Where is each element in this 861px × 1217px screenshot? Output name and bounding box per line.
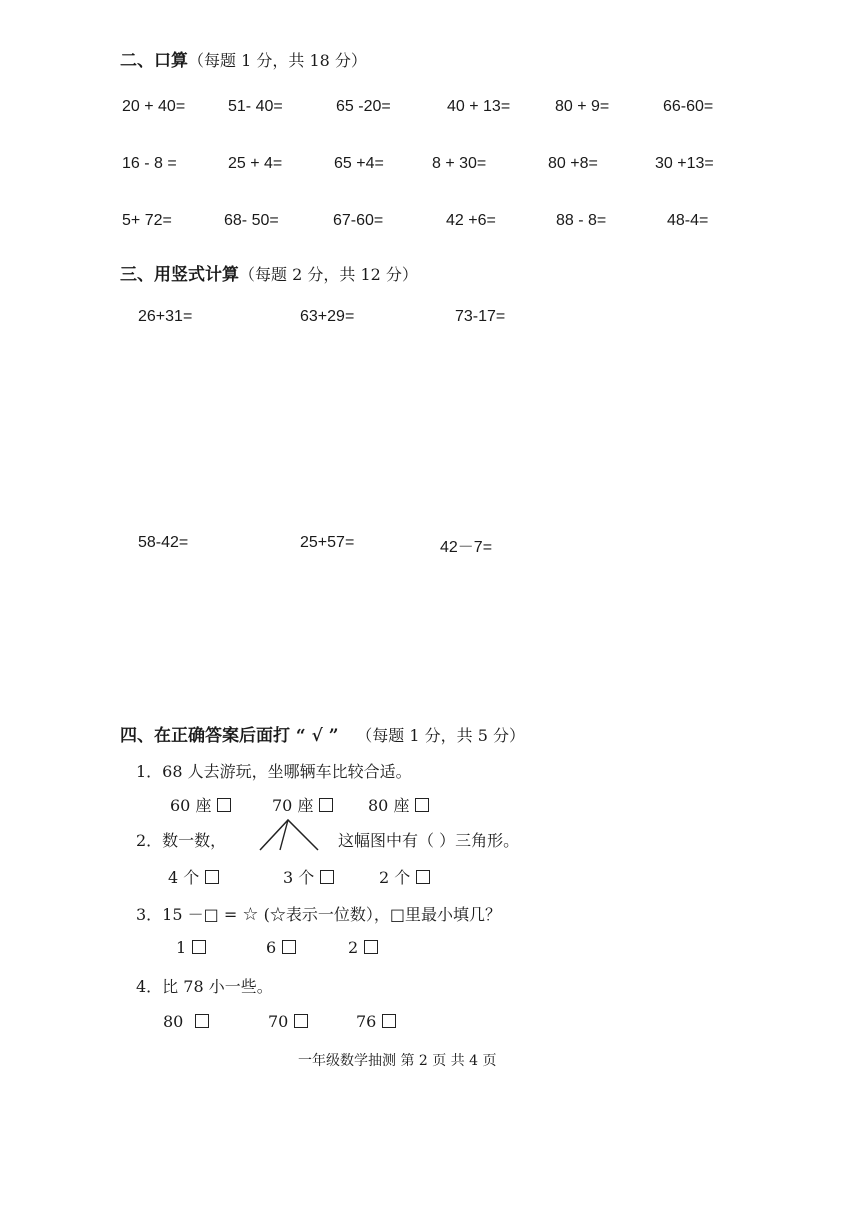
checkbox-square[interactable] [217, 798, 231, 812]
vertical-calc-item: 63+29= [300, 308, 355, 325]
q1-option[interactable] [272, 793, 333, 816]
q4-option[interactable] [163, 1012, 209, 1031]
vertical-calc-item: 25+57= [300, 534, 355, 551]
question-1: 1．68 人去游玩，坐哪辆车比较合适。 [136, 762, 412, 781]
option-label: 70 座 [272, 796, 314, 815]
arith-item: 48-4= [667, 212, 709, 229]
checkbox-square[interactable] [382, 1014, 396, 1028]
section4-title: 四、在正确答案后面打 “ √ ” [120, 726, 339, 746]
checkbox-square[interactable] [364, 940, 378, 954]
q3-option[interactable] [266, 938, 296, 957]
question-3-prefix: 3．15 －□ = [136, 905, 238, 924]
q4-option[interactable] [356, 1012, 396, 1031]
section3-heading [120, 260, 418, 285]
option-label: 76 [356, 1012, 377, 1031]
arith-item: 30 +13= [655, 155, 714, 172]
arith-item: 16 - 8 = [122, 155, 177, 172]
section3-title: 三、用竖式计算 [120, 265, 239, 285]
section2-title: 二、口算 [120, 51, 188, 71]
arith-item: 80 + 9= [555, 98, 610, 115]
checkbox-square[interactable] [319, 798, 333, 812]
arith-item: 20 + 40= [122, 98, 186, 115]
q3-option[interactable] [176, 938, 206, 957]
section4-heading [120, 721, 525, 746]
question-2-prefix: 2．数一数， [136, 831, 227, 850]
question-3 [136, 902, 501, 925]
q1-option[interactable] [368, 793, 429, 816]
option-label: 2 个 [379, 868, 411, 887]
option-label: 4 个 [168, 868, 200, 887]
checkbox-square[interactable] [320, 870, 334, 884]
arith-item: 42 +6= [446, 212, 496, 229]
section2-note: （每题 1 分，共 18 分） [188, 51, 367, 70]
q1-option[interactable] [170, 793, 231, 816]
option-label: 6 [266, 938, 277, 957]
option-label: 80 座 [368, 796, 410, 815]
vertical-calc-item: 73-17= [455, 308, 506, 325]
checkbox-square[interactable] [294, 1014, 308, 1028]
option-label: 70 [268, 1012, 289, 1031]
arith-item: 5+ 72= [122, 212, 172, 229]
q2-option[interactable] [379, 865, 430, 888]
option-label: 60 座 [170, 796, 212, 815]
vertical-calc-item: 42－7= [440, 539, 493, 556]
arith-item: 66-60= [663, 98, 714, 115]
option-label: 1 [176, 938, 187, 957]
question-4: 4．比 78 小一些。 [136, 977, 273, 996]
arith-item: 40 + 13= [447, 98, 511, 115]
checkbox-square[interactable] [195, 1014, 209, 1028]
q3-option[interactable] [348, 938, 378, 957]
option-label: 2 [348, 938, 359, 957]
section3-note: （每题 2 分，共 12 分） [239, 265, 418, 284]
checkbox-square[interactable] [192, 940, 206, 954]
option-label: 80 [163, 1012, 184, 1031]
option-label: 3 个 [283, 868, 315, 887]
arith-item: 25 + 4= [228, 155, 283, 172]
arith-item: 67-60= [333, 212, 384, 229]
arith-item: 51- 40= [228, 98, 283, 115]
question-3-suffix: (☆表示一位数），□里最小填几？ [263, 905, 501, 924]
triangle-figure [258, 818, 320, 852]
vertical-calc-item: 26+31= [138, 308, 193, 325]
q2-option[interactable] [283, 865, 334, 888]
arith-item: 65 -20= [336, 98, 391, 115]
star-icon: ☆ [242, 904, 259, 925]
question-2-suffix: 这幅图中有（ ）三角形。 [338, 831, 520, 850]
q4-option[interactable] [268, 1012, 308, 1031]
arith-item: 80 +8= [548, 155, 598, 172]
q2-option[interactable] [168, 865, 219, 888]
vertical-calc-item: 58-42= [138, 534, 189, 551]
arith-item: 65 +4= [334, 155, 384, 172]
arith-item: 68- 50= [224, 212, 279, 229]
arith-item: 88 - 8= [556, 212, 607, 229]
checkbox-square[interactable] [205, 870, 219, 884]
section2-heading [120, 46, 367, 71]
arith-item: 8 + 30= [432, 155, 487, 172]
checkbox-square[interactable] [282, 940, 296, 954]
page-footer: 一年级数学抽测 第 2 页 共 4 页 [298, 1053, 497, 1069]
section4-note: （每题 1 分，共 5 分） [356, 726, 525, 745]
checkbox-square[interactable] [416, 870, 430, 884]
checkbox-square[interactable] [415, 798, 429, 812]
